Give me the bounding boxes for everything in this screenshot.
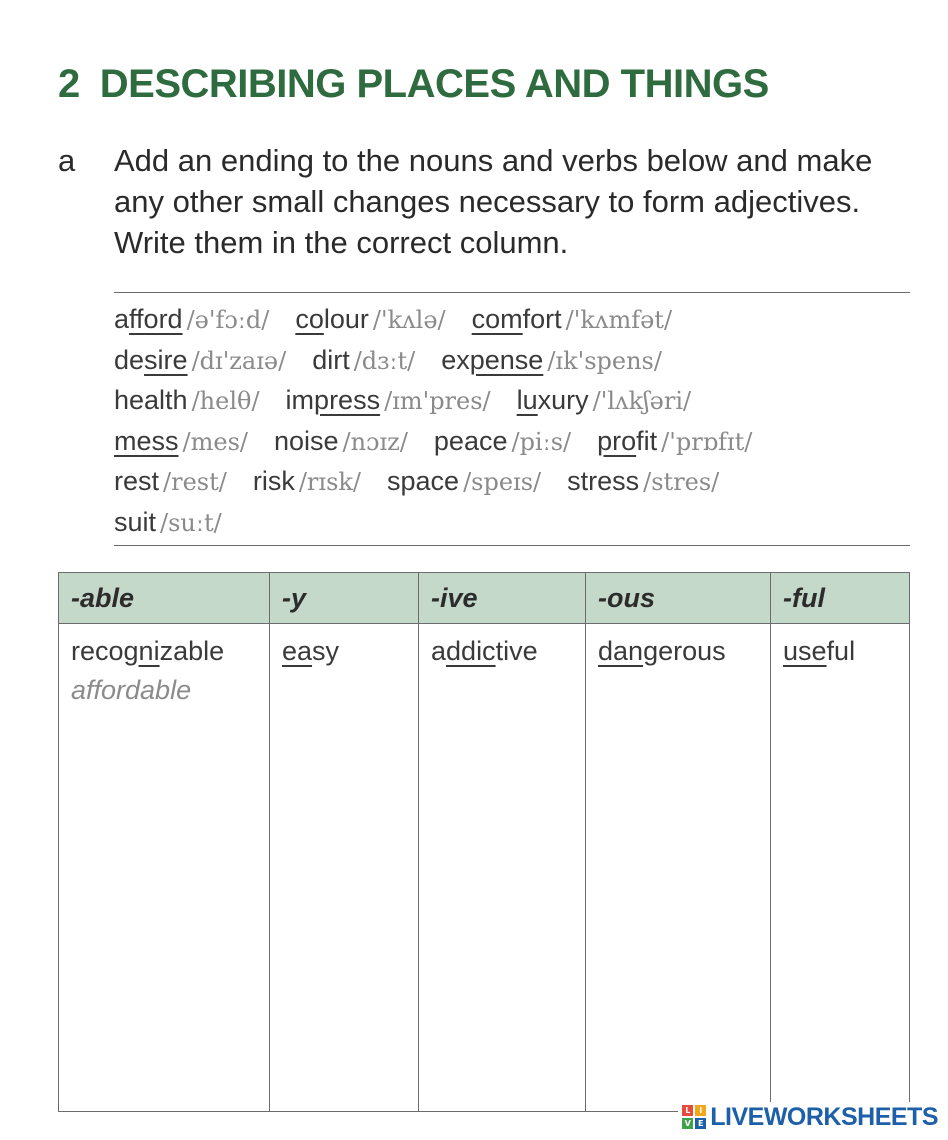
word-text: sire bbox=[144, 344, 188, 375]
section-heading bbox=[58, 62, 769, 107]
phonetic-transcription: /rɪsk/ bbox=[298, 468, 362, 496]
header-y: -y bbox=[270, 573, 419, 624]
table-header-row bbox=[59, 573, 910, 624]
word-text: lour bbox=[323, 304, 369, 334]
word-text: a bbox=[114, 304, 130, 334]
logo-text: LIVEWORKSHEETS bbox=[710, 1102, 938, 1131]
word-entry bbox=[114, 345, 286, 375]
word-text: de bbox=[114, 344, 145, 375]
column-ive[interactable] bbox=[419, 624, 586, 1112]
exercise-letter: a bbox=[58, 143, 76, 178]
liveworksheets-logo bbox=[678, 1102, 938, 1132]
word-entry bbox=[114, 385, 260, 415]
word-text: com bbox=[471, 304, 523, 334]
example-word: useful bbox=[783, 636, 856, 666]
example-word: easy bbox=[282, 636, 340, 666]
logo-mark-square: E bbox=[695, 1118, 706, 1129]
word-text: ex bbox=[441, 344, 470, 375]
word-text: health bbox=[114, 385, 188, 415]
word-text: co bbox=[295, 304, 324, 334]
example-word: recognizable bbox=[71, 636, 225, 666]
word-text: space bbox=[387, 466, 460, 496]
phonetic-transcription: /'prɒfɪt/ bbox=[661, 427, 753, 456]
header-ive: -ive bbox=[419, 573, 586, 624]
phonetic-transcription: /mes/ bbox=[182, 427, 248, 456]
word-entry bbox=[387, 466, 541, 496]
word-entry bbox=[434, 426, 571, 456]
phonetic-transcription: /ə'fɔːd/ bbox=[186, 306, 270, 334]
phonetic-transcription: /dɜːt/ bbox=[353, 346, 416, 375]
word-entry bbox=[286, 385, 491, 415]
word-text: stress bbox=[567, 466, 640, 496]
word-text: lu bbox=[516, 385, 538, 415]
phonetic-transcription: /'kʌlə/ bbox=[372, 306, 446, 334]
word-line bbox=[114, 503, 914, 544]
phonetic-transcription: /suːt/ bbox=[160, 508, 222, 537]
header-able: -able bbox=[59, 573, 270, 624]
word-entry bbox=[295, 304, 445, 334]
phonetic-transcription: /helθ/ bbox=[191, 387, 260, 415]
logo-mark-square: I bbox=[695, 1105, 706, 1116]
word-entry bbox=[312, 345, 415, 375]
column-y[interactable] bbox=[270, 624, 419, 1112]
column-able[interactable] bbox=[59, 624, 270, 1112]
phonetic-transcription: /stres/ bbox=[643, 468, 720, 496]
word-text: dirt bbox=[312, 344, 350, 375]
phonetic-transcription: /piːs/ bbox=[511, 427, 572, 456]
word-text: rest bbox=[114, 466, 160, 496]
word-entry bbox=[114, 507, 222, 537]
word-text: peace bbox=[433, 425, 508, 456]
word-text: press bbox=[314, 385, 381, 415]
word-entry bbox=[253, 466, 361, 496]
word-entry bbox=[114, 426, 248, 456]
word-line bbox=[114, 300, 914, 341]
column-ful[interactable] bbox=[771, 624, 910, 1112]
example-word: dangerous bbox=[598, 636, 726, 666]
section-number: 2 bbox=[58, 62, 80, 106]
word-text: mess bbox=[114, 425, 179, 456]
word-text: xury bbox=[537, 385, 589, 415]
instruction-text: Add an ending to the nouns and verbs below and make any other small changes necessary to form adjectives. Write them in the correct column. bbox=[114, 143, 873, 260]
word-line bbox=[114, 422, 914, 463]
phonetic-transcription: /ɪm'pres/ bbox=[384, 387, 491, 415]
header-ful: -ful bbox=[771, 573, 910, 624]
section-title: DESCRIBING PLACES AND THINGS bbox=[99, 62, 769, 106]
word-text: pense bbox=[469, 344, 544, 375]
word-entry bbox=[567, 466, 719, 496]
word-text: fit bbox=[636, 425, 658, 456]
word-text: noise bbox=[273, 425, 339, 456]
word-entry bbox=[274, 426, 408, 456]
word-entry bbox=[114, 466, 227, 496]
table-body-row bbox=[59, 624, 910, 1112]
word-entry bbox=[472, 304, 672, 334]
word-text: fort bbox=[522, 304, 562, 334]
phonetic-transcription: /ɪk'spens/ bbox=[547, 346, 662, 375]
phonetic-transcription: /nɔɪz/ bbox=[342, 427, 408, 456]
logo-mark-square: V bbox=[682, 1118, 693, 1129]
word-line bbox=[114, 341, 914, 382]
phonetic-transcription: /speɪs/ bbox=[463, 468, 542, 496]
column-ous[interactable] bbox=[586, 624, 771, 1112]
word-text: suit bbox=[114, 506, 157, 537]
word-entry bbox=[517, 385, 691, 415]
word-text: risk bbox=[252, 466, 295, 496]
answer-entry[interactable]: affordable bbox=[71, 675, 192, 705]
phonetic-transcription: /rest/ bbox=[163, 468, 227, 496]
word-box-bottom-rule bbox=[114, 545, 910, 546]
word-entry bbox=[597, 426, 752, 456]
logo-mark-icon bbox=[682, 1105, 706, 1129]
word-entry bbox=[441, 345, 662, 375]
word-box bbox=[114, 300, 914, 543]
word-line bbox=[114, 381, 914, 422]
word-text: pro bbox=[597, 425, 637, 456]
header-ous: -ous bbox=[586, 573, 771, 624]
suffix-table bbox=[58, 572, 910, 1112]
word-box-top-rule bbox=[114, 292, 910, 293]
word-text: im bbox=[285, 385, 315, 415]
word-entry bbox=[114, 304, 269, 334]
phonetic-transcription: /dɪ'zaɪə/ bbox=[191, 346, 287, 375]
phonetic-transcription: /'lʌkʃəri/ bbox=[592, 387, 692, 415]
phonetic-transcription: /'kʌmfət/ bbox=[565, 306, 673, 334]
word-text: fford bbox=[129, 304, 183, 334]
example-word: addictive bbox=[431, 636, 538, 666]
logo-mark-square: L bbox=[682, 1105, 693, 1116]
word-line bbox=[114, 462, 914, 503]
